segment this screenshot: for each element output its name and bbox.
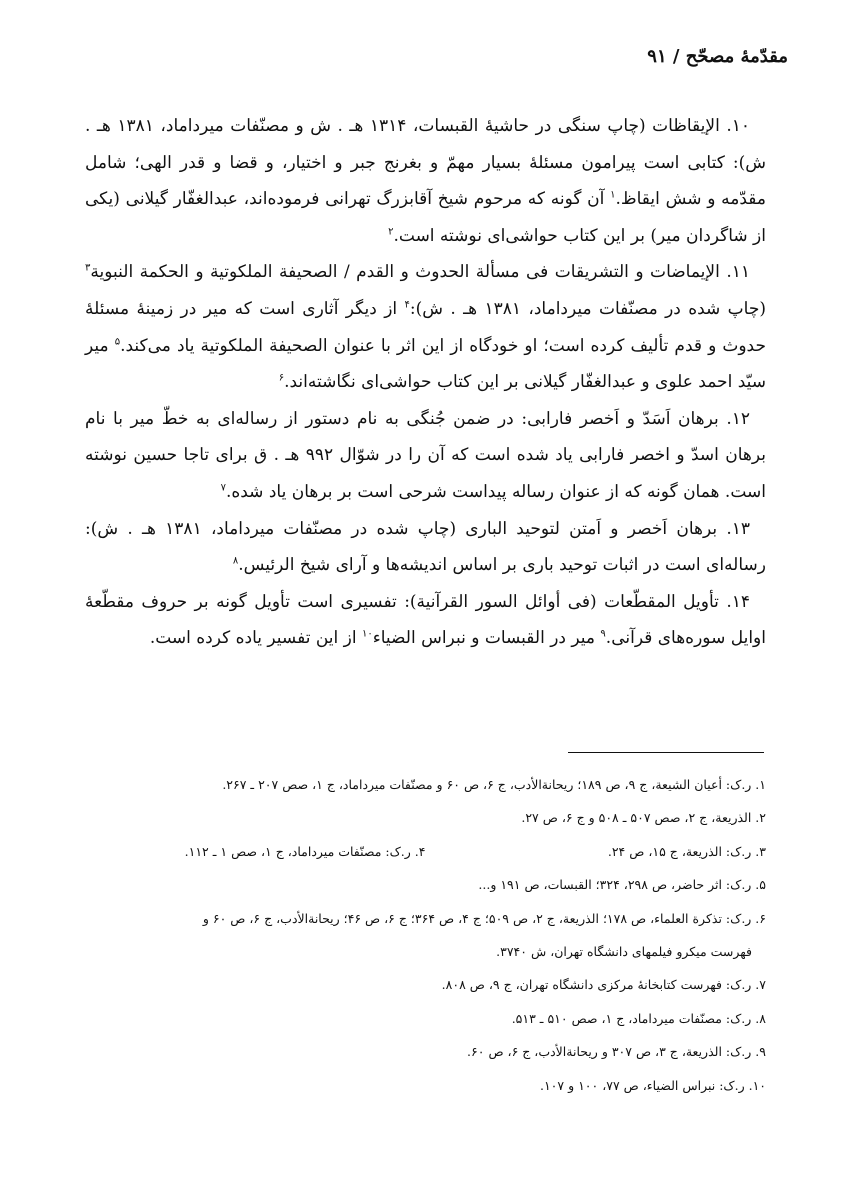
paragraph-text: ۱۰. الإیقاظات (چاپ سنگی در حاشیهٔ القبسات، ۱۳۱۴ هـ . ش و مصنّفات میرداماد، ۱۳۸۱ هـ . ش): کتابی است پیرامون مسئلهٔ بسیار مهمّ و بغرنج جبر و اختیار، و قضا و قدر الهی؛ شامل مقدّمه و شش ایقاظ. bbox=[85, 116, 766, 210]
footnote-6-line-2: فهرست میکرو فیلمهای دانشگاه تهران، ش ۳۷۴۰. bbox=[496, 944, 752, 960]
footnote-ref: ۴ bbox=[404, 299, 410, 311]
footnote-4: ۴. ر.ک: مصنّفات میرداماد، ج ۱، صص ۱ ـ ۱۱۲. bbox=[184, 843, 426, 859]
footnote-5: ۵. ر.ک: اثر حاضر، ص ۲۹۸، ۳۲۴؛ القبسات، ص ۱۹۱ و... bbox=[478, 877, 766, 893]
paragraph-11 bbox=[85, 254, 766, 400]
footnote-6-line-1: ۶. ر.ک: تذکرة العلماء، ص ۱۷۸؛ الذریعة، ج ۲، ص ۵۰۹؛ ج ۴، ص ۳۶۴؛ ج ۶، ص ۴۶؛ ریحانة‌الأدب، ج ۶، ص ۶۰ و bbox=[202, 910, 766, 926]
footnotes bbox=[85, 768, 766, 1102]
footnote-separator bbox=[568, 752, 764, 753]
paragraph-text: آن گونه که مرحوم شیخ آقابزرگ تهرانی فرموده‌اند، عبدالغفّار گیلانی (یکی از شاگردان میر) بر این کتاب حواشی‌ای نوشته است. bbox=[85, 189, 766, 246]
footnote-8: ۸. ر.ک: مصنّفات میرداماد، ج ۱، صص ۵۱۰ ـ ۵۱۳. bbox=[511, 1010, 766, 1026]
paragraph-10 bbox=[85, 108, 766, 254]
paragraph-text: (چاپ شده در مصنّفات میرداماد، ۱۳۸۱ هـ . ش): bbox=[409, 298, 766, 319]
paragraph-text: میر سیّد احمد علوی و عبدالغفّار گیلانی بر این کتاب حواشی‌ای نگاشته‌اند. bbox=[85, 335, 766, 393]
footnote-6 bbox=[85, 902, 766, 969]
paragraph-14 bbox=[85, 584, 766, 657]
paragraph-text: ۱۳. برهان اَخصر و اَمتن لتوحید الباری (چاپ شده در مصنّفات میرداماد، ۱۳۸۱ هـ . ش): رساله‌ای است در اثبات توحید باری بر اساس اندیشه‌ها و آرای شیخ الرئیس. bbox=[85, 518, 766, 576]
paragraph-text: میر در القبسات و نبراس الضیاء bbox=[372, 628, 601, 649]
footnote-9: ۹. ر.ک: الذریعة، ج ۳، ص ۳۰۷ و ریحانة‌الأدب، ج ۶، ص ۶۰. bbox=[467, 1044, 766, 1060]
footnote-7: ۷. ر.ک: فهرست کتابخانهٔ مرکزی دانشگاه تهران، ج ۹، ص ۸۰۸. bbox=[441, 977, 766, 993]
footnote-ref: ۱۰ bbox=[361, 628, 373, 640]
running-header: مقدّمهٔ مصحّح / ۹۱ bbox=[647, 46, 788, 67]
paragraph-text: ۱۱. الإیماضات و التشریقات فی مسألة الحدوث و القدم / الصحیفة الملکوتیة و الحکمة النبویة bbox=[90, 262, 750, 283]
footnote-10: ۱۰. ر.ک: نبراس الضیاء، ص ۷۷، ۱۰۰ و ۱۰۷. bbox=[539, 1077, 766, 1093]
footnote-ref: ۲ bbox=[388, 226, 394, 238]
footnote-ref: ۱ bbox=[610, 189, 616, 201]
footnote-ref: ۷ bbox=[220, 482, 226, 494]
footnote-ref: ۵ bbox=[114, 335, 121, 347]
footnote-3: ۳. ر.ک: الذریعة، ج ۱۵، ص ۲۴. bbox=[607, 843, 766, 859]
paragraph-text: از دیگر آثاری است که میر در زمینهٔ مسئلهٔ حدوث و قدم تألیف کرده است؛ او خودگاه از این اثر با عنوان الصحیفة الملکوتیة یاد می‌کند. bbox=[85, 298, 766, 356]
paragraph-text: ۱۲. برهان اَسَدّ و اَخصر فارابی: در ضمن جُنگی به نام دستور از رساله‌ای به خطّ میر با نام برهان اسدّ و اخصر فارابی یاد شده است که آن را در شوّال ۹۹۲ هـ . ق برای تاجا حسین نوشته است. همان گونه که از عنوان رساله پیداست شرحی است بر برهان یاد شده. bbox=[85, 408, 766, 502]
paragraph-text: از این تفسیر یاده کرده است. bbox=[149, 628, 362, 649]
paragraph-13 bbox=[85, 511, 766, 584]
paragraph-text: ۱۴. تأویل المقطّعات (فی أوائل السور القرآنیة): تفسیری است تأویل گونه بر حروف مقطّعهٔ اوایل سوره‌های قرآنی. bbox=[85, 591, 766, 649]
footnote-ref: ۸ bbox=[232, 555, 239, 567]
footnote-1: ۱. ر.ک: أعیان الشیعة، ج ۹، ص ۱۸۹؛ ریحانة‌الأدب، ج ۶، ص ۶۰ و مصنّفات میرداماد، ج ۱، صص ۲۰۷ ـ ۲۶۷. bbox=[222, 777, 766, 792]
footnote-ref: ۹ bbox=[600, 628, 606, 640]
footnote-ref: ۳ bbox=[85, 262, 91, 274]
footnote-row-3-4 bbox=[85, 835, 766, 868]
footnote-ref: ۶ bbox=[278, 372, 285, 384]
paragraph-12 bbox=[85, 401, 766, 511]
main-text bbox=[85, 108, 766, 657]
footnote-2: ۲. الذریعة، ج ۲، صص ۵۰۷ ـ ۵۰۸ و ج ۶، ص ۲۷. bbox=[521, 810, 766, 826]
